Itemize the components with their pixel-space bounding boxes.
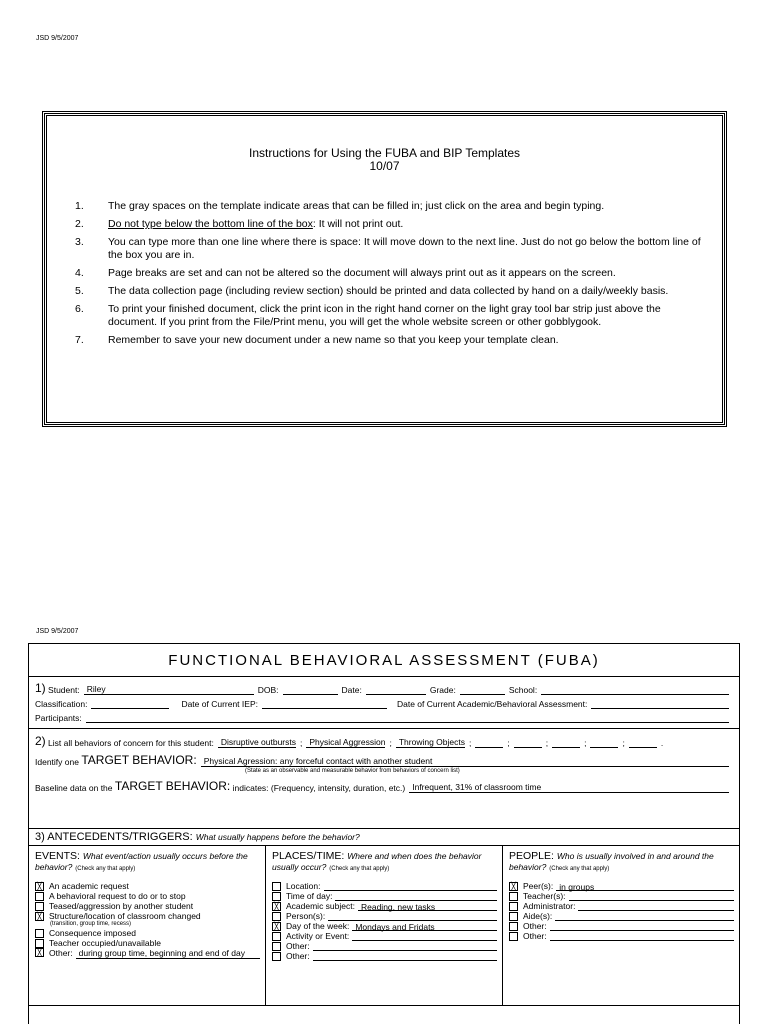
events-checkbox[interactable]	[35, 902, 44, 911]
events-item-label: Teased/aggression by another student	[49, 901, 194, 911]
places-checkbox[interactable]	[272, 892, 281, 901]
baseline-field[interactable]: Infrequent, 31% of classroom time	[409, 782, 729, 793]
page-code-top: JSD 9/5/2007	[36, 35, 79, 42]
behavior-2-field[interactable]: Physical Aggression	[306, 737, 385, 748]
events-checklist-item	[35, 881, 260, 891]
people-item-field[interactable]: in groups	[556, 882, 734, 891]
people-item-label: Peer(s):	[523, 881, 554, 891]
events-sub-note: (transition, group time, recess)	[50, 921, 132, 927]
behavior-4-field[interactable]	[475, 737, 503, 748]
places-item-label: Time of day:	[286, 891, 333, 901]
people-checklist-item	[509, 921, 734, 931]
antecedent-columns	[29, 846, 739, 1006]
fuba-form	[28, 643, 740, 1024]
instruction-item	[75, 334, 705, 347]
places-item-field[interactable]	[352, 932, 497, 941]
events-item-label: Consequence imposed	[49, 928, 136, 938]
events-checklist-item	[35, 938, 260, 948]
places-checklist-item	[272, 941, 497, 951]
people-checklist-item	[509, 911, 734, 921]
school-field[interactable]	[541, 684, 729, 695]
instruction-number: 7.	[75, 334, 84, 346]
places-checklist-item	[272, 881, 497, 891]
date-field[interactable]	[366, 684, 426, 695]
events-checkbox[interactable]	[35, 929, 44, 938]
places-checklist-item	[272, 931, 497, 941]
behavior-8-field[interactable]	[629, 737, 657, 748]
grade-field[interactable]	[460, 684, 505, 695]
places-item-label: Person(s):	[286, 911, 326, 921]
places-column: PLACES/TIME: Where and when does the behavior usually occur? (Check any that apply) Location: Time of day: ╳ Academic subject: Reading, new tasks Person(s): ╳ Day of the week: Mondays and Fridats Activity or Event: Other: Other:	[266, 846, 503, 1005]
events-checklist-item	[35, 928, 260, 938]
places-checkbox[interactable]	[272, 932, 281, 941]
section-student-info: 1) Student: Riley DOB: Date: Grade: School: Classification: Date of Current IEP: Date of Current Academic/Behavioral Assessment: Participants:	[29, 677, 739, 729]
events-checklist-item	[35, 901, 260, 911]
behavior-5-field[interactable]	[514, 737, 542, 748]
student-field[interactable]: Riley	[84, 684, 254, 695]
people-item-label: Administrator:	[523, 901, 576, 911]
events-item-label: An academic request	[49, 881, 129, 891]
iep-date-field[interactable]	[262, 698, 387, 709]
people-item-field[interactable]	[578, 902, 734, 911]
section-behaviors: 2) List all behaviors of concern for this student: Disruptive outbursts ; Physical Aggression ; Throwing Objects ; ; ; ; ; . Identify one TARGET BEHAVIOR: Physical Agression: any forceful contact with another student (State as an observable and measurable behavior from behaviors of concern list) Baseline data on the TARGET BEHAVIOR: indicates: (Frequency, intensity, duration, etc.) Infrequent, 31% of classroom time	[29, 729, 739, 829]
events-checklist-item	[35, 948, 260, 959]
places-checklist-item	[272, 891, 497, 901]
places-checkbox[interactable]: ╳	[272, 902, 281, 911]
instruction-text	[108, 218, 403, 231]
places-checklist-item	[272, 921, 497, 931]
places-item-label: Activity or Event:	[286, 931, 350, 941]
page-code-form: JSD 9/5/2007	[36, 628, 79, 635]
places-checklist-item	[272, 911, 497, 921]
instruction-item	[75, 218, 705, 231]
instruction-underlined-text: Do not type below the bottom line of the box	[108, 218, 313, 230]
places-checkbox[interactable]	[272, 952, 281, 961]
people-checklist-item	[509, 901, 734, 911]
events-checkbox[interactable]	[35, 939, 44, 948]
events-checklist-item	[35, 891, 260, 901]
people-checklist-item	[509, 881, 734, 891]
classification-field[interactable]	[91, 698, 169, 709]
instruction-number: 6.	[75, 303, 84, 315]
instruction-text: To print your finished document, click the print icon in the right hand corner on the light gray tool bar strip just above the document. If you print from the File/Print menu, you will get the whole website screen or other gobblygook.	[108, 303, 661, 328]
instruction-item	[75, 200, 705, 213]
people-checkbox[interactable]	[509, 902, 518, 911]
instructions-list	[75, 200, 705, 352]
people-column: PEOPLE: Who is usually involved in and around the behavior? (Check any that apply) ╳ Peer(s): in groups Teacher(s): Administrator: Aide(s): Other: Other:	[503, 846, 739, 1005]
behavior-6-field[interactable]	[552, 737, 580, 748]
people-checkbox[interactable]	[509, 922, 518, 931]
places-item-field[interactable]	[313, 942, 497, 951]
people-item-label: Other:	[523, 921, 547, 931]
target-behavior-note: (State as an observable and measurable behavior from behaviors of concern list)	[245, 768, 460, 774]
people-checklist	[509, 881, 734, 941]
people-checkbox[interactable]: ╳	[509, 882, 518, 891]
instruction-number: 4.	[75, 267, 84, 279]
places-checklist-item	[272, 901, 497, 911]
assessment-date-field[interactable]	[591, 698, 729, 709]
places-checklist-item	[272, 951, 497, 961]
places-item-field[interactable]: Reading, new tasks	[358, 902, 497, 911]
places-item-label: Day of the week:	[286, 921, 350, 931]
people-checkbox[interactable]	[509, 912, 518, 921]
people-item-label: Teacher(s):	[523, 891, 566, 901]
places-checkbox[interactable]	[272, 882, 281, 891]
instruction-number: 3.	[75, 236, 84, 248]
places-checkbox[interactable]: ╳	[272, 922, 281, 931]
instruction-text: The gray spaces on the template indicate areas that can be filled in; just click on the area and begin typing.	[108, 200, 605, 212]
events-checklist	[35, 881, 260, 959]
instruction-text: Remember to save your new document under a new name so that you keep your template clean.	[108, 334, 559, 346]
people-item-field[interactable]	[550, 922, 734, 931]
events-item-label: Teacher occupied/unavailable	[49, 938, 161, 948]
events-item-label: Structure/location of classroom changed	[49, 911, 201, 921]
places-item-label: Academic subject:	[286, 901, 355, 911]
instructions-box	[42, 111, 727, 427]
behavior-3-field[interactable]: Throwing Objects	[396, 737, 465, 748]
places-item-field[interactable]	[335, 892, 497, 901]
places-item-field[interactable]	[313, 952, 497, 961]
places-item-field[interactable]: Mondays and Fridats	[352, 922, 497, 931]
places-item-label: Other:	[286, 941, 310, 951]
places-checklist	[272, 881, 497, 961]
events-item-field[interactable]: during group time, beginning and end of day	[76, 948, 260, 959]
instruction-item	[75, 236, 705, 262]
people-item-label: Other:	[523, 931, 547, 941]
events-checklist-item	[35, 911, 260, 921]
instruction-number: 1.	[75, 200, 84, 212]
participants-field[interactable]	[86, 712, 729, 723]
people-item-field[interactable]	[555, 912, 734, 921]
instruction-item	[75, 303, 705, 329]
places-item-field[interactable]	[328, 912, 497, 921]
places-item-label: Other:	[286, 951, 310, 961]
events-checkbox[interactable]	[35, 892, 44, 901]
events-item-label: A behavioral request to do or to stop	[49, 891, 186, 901]
events-checkbox[interactable]: ╳	[35, 882, 44, 891]
people-checkbox[interactable]	[509, 892, 518, 901]
instruction-item	[75, 285, 705, 298]
target-behavior-field[interactable]: Physical Agression: any forceful contact with another student	[201, 756, 729, 767]
instruction-text: The data collection page (including review section) should be printed and data collected by hand on a daily/weekly basis.	[108, 285, 669, 297]
places-checkbox[interactable]	[272, 942, 281, 951]
people-item-label: Aide(s):	[523, 911, 553, 921]
people-item-field[interactable]	[550, 932, 734, 941]
places-checkbox[interactable]	[272, 912, 281, 921]
instruction-text: You can type more than one line where there is space: It will move down to the next line. Just do not go below the bottom line of the box you are in.	[108, 236, 701, 261]
instruction-number: 5.	[75, 285, 84, 297]
instruction-item	[75, 267, 705, 280]
section-antecedents: 3) ANTECEDENTS/TRIGGERS: What usually happens before the behavior?	[29, 829, 739, 846]
events-column: EVENTS: What event/action usually occurs before the behavior? (Check any that apply) ╳ An academic request A behavioral request to do or to stop Teased/aggression by another student ╳ Structure/location of classroom changed (transition, group time, recess) Consequence imposed Teacher occupied/unavailable ╳ Other: during group time, beginning and end of day	[29, 846, 266, 1005]
behavior-1-field[interactable]: Disruptive outbursts	[218, 737, 296, 748]
places-item-label: Location:	[286, 881, 321, 891]
people-item-field[interactable]	[569, 892, 734, 901]
behavior-7-field[interactable]	[590, 737, 618, 748]
people-checklist-item	[509, 891, 734, 901]
people-checkbox[interactable]	[509, 932, 518, 941]
events-checkbox[interactable]: ╳	[35, 912, 44, 921]
events-checkbox[interactable]: ╳	[35, 948, 44, 957]
instruction-number: 2.	[75, 218, 84, 230]
instruction-text: Page breaks are set and can not be altered so the document will always print out as it appears on the screen.	[108, 267, 616, 279]
instructions-title: Instructions for Using the FUBA and BIP Templates 10/07	[248, 146, 521, 173]
people-checklist-item	[509, 931, 734, 941]
dob-field[interactable]	[283, 684, 338, 695]
form-title: FUNCTIONAL BEHAVIORAL ASSESSMENT (FUBA)	[29, 644, 739, 677]
instruction-rest-text: : It will not print out.	[312, 218, 404, 230]
events-item-label: Other:	[49, 948, 73, 958]
places-item-field[interactable]	[324, 882, 498, 891]
